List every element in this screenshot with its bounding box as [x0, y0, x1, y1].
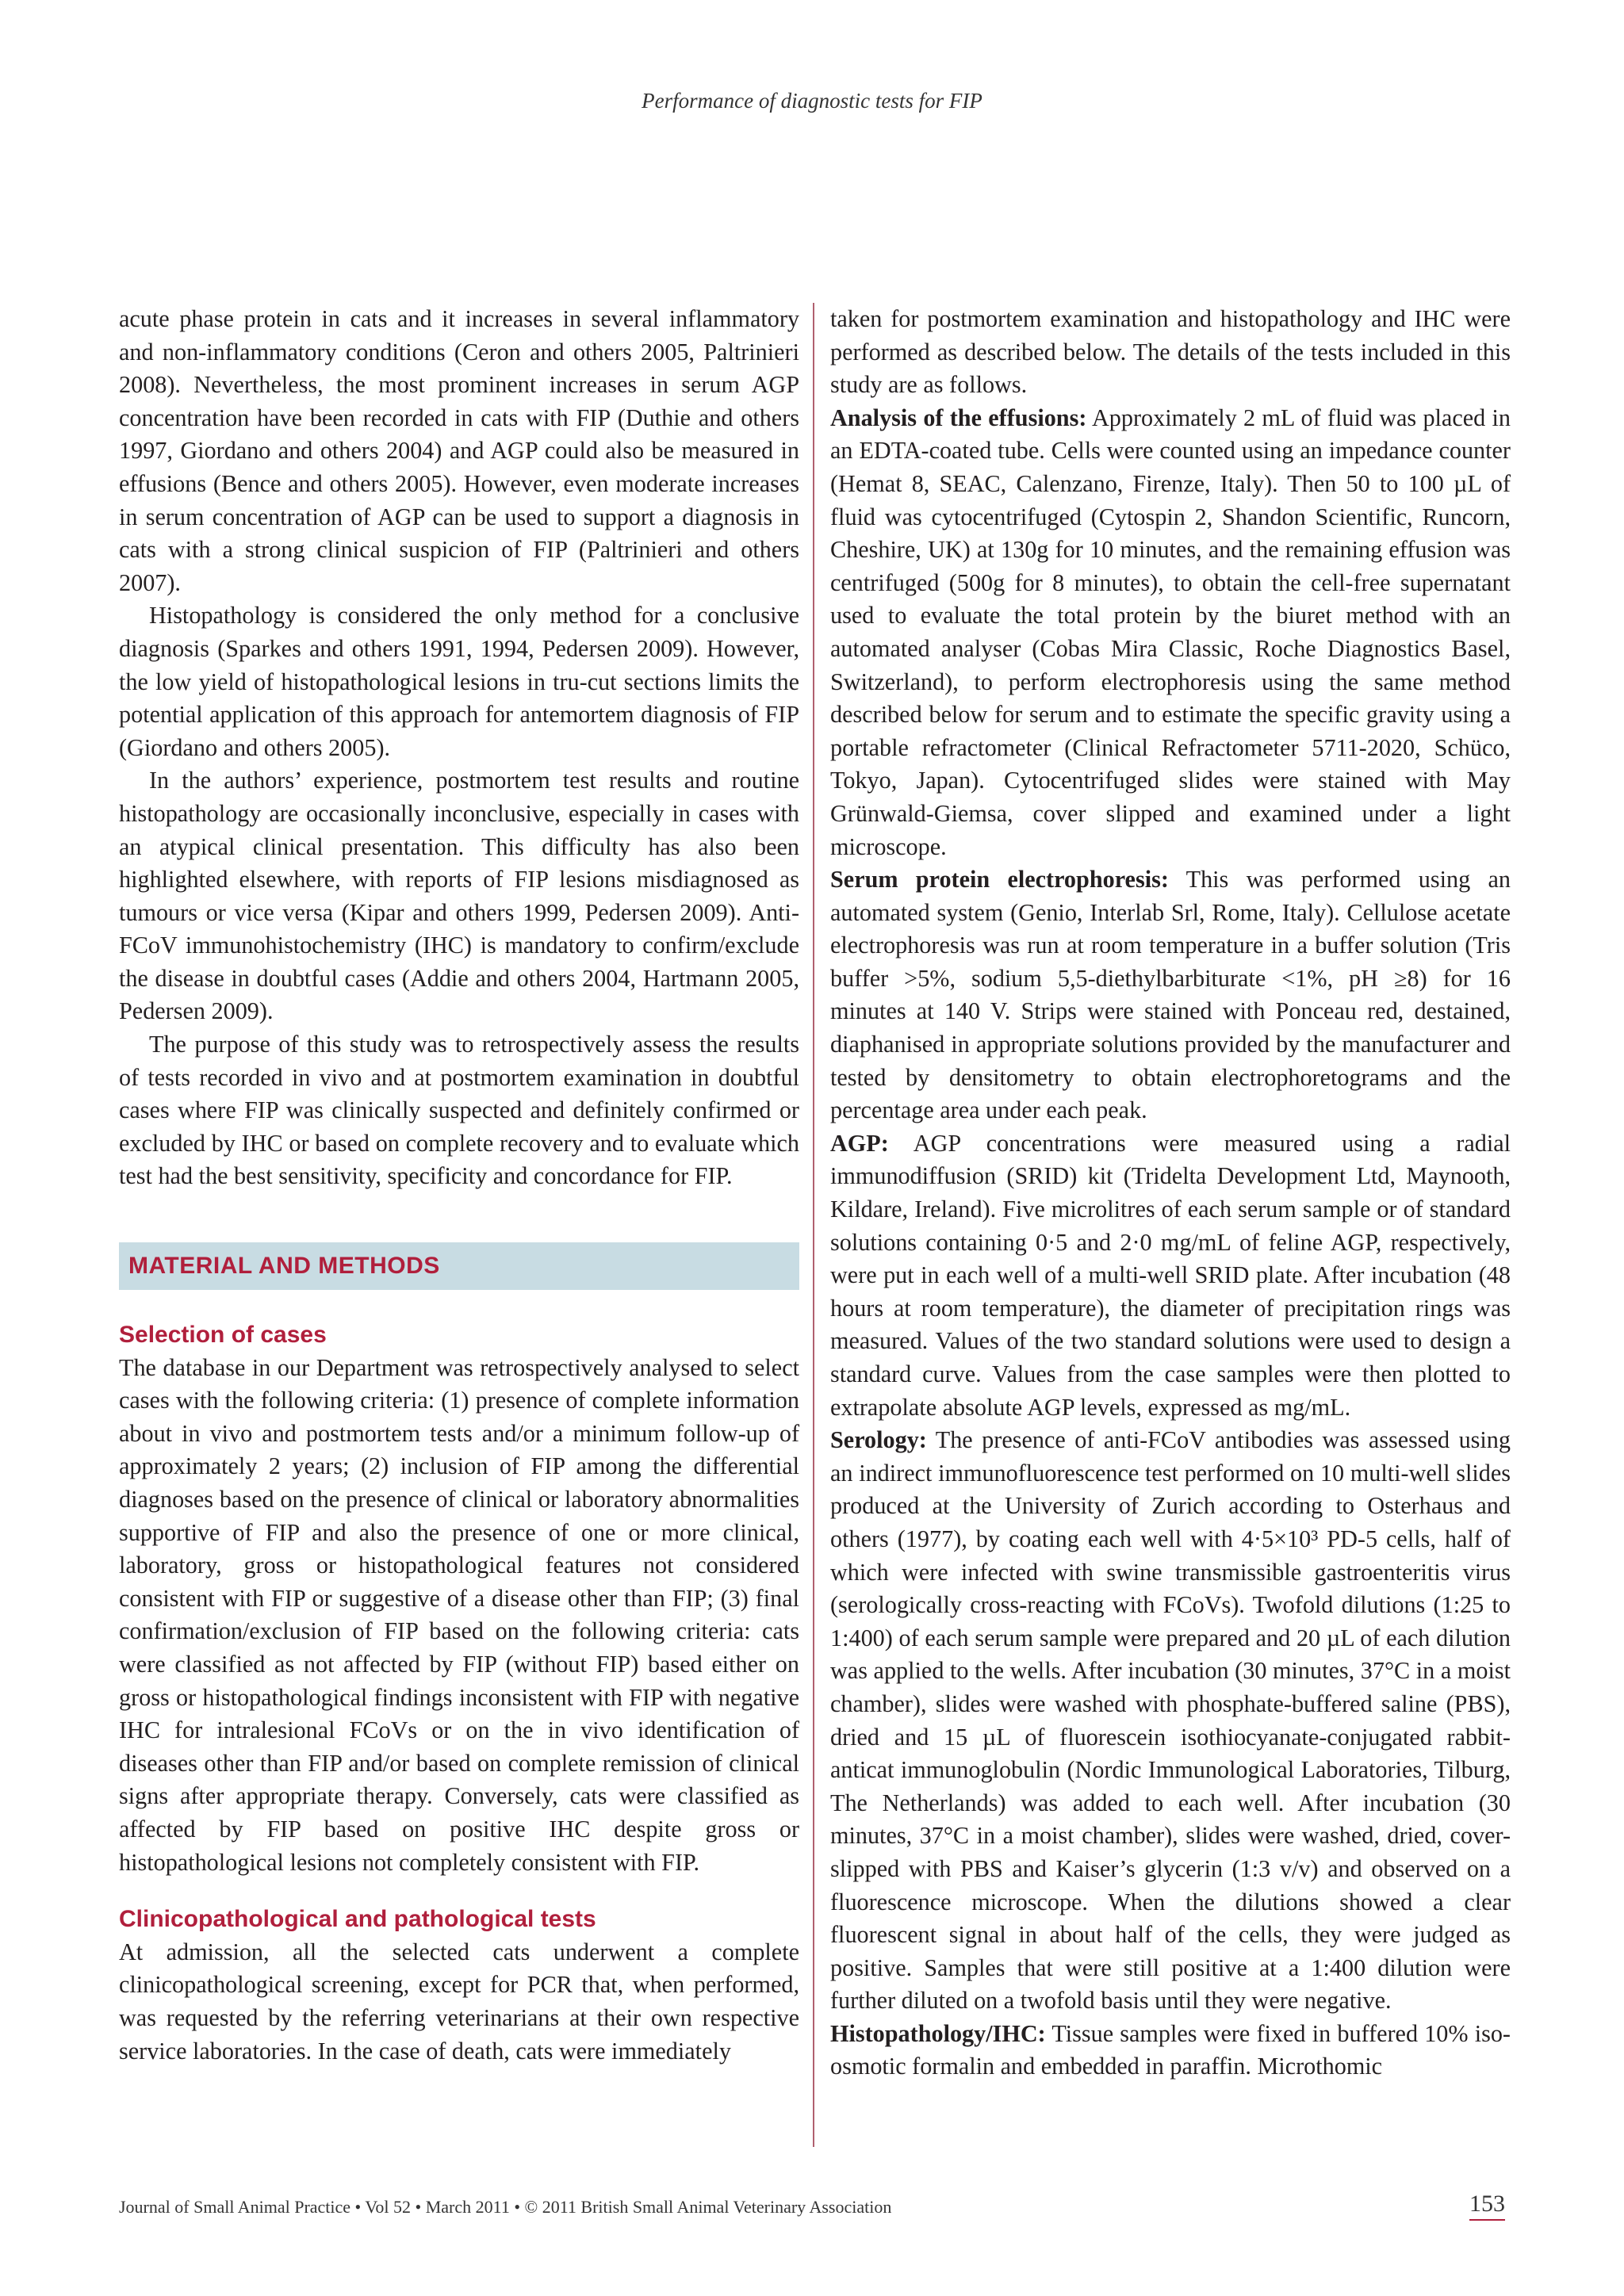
- page-footer: [119, 2191, 1505, 2222]
- paragraph-postmortem-intro: taken for postmortem examination and histopathology and IHC were performed as described below. The details of the tests included in this study are as follows.: [830, 305, 1511, 399]
- right-column: [830, 303, 1511, 2084]
- subheading-selection-of-cases: Selection of cases: [119, 1322, 327, 1349]
- paragraph-serology: [830, 1424, 1511, 2018]
- serology-text: The presence of anti-FCoV antibodies was assessed using an indirect immunofluorescence test performed on 10 multi-well slides produced at the University of Zurich according to Osterhaus and others (1977), by coating each well with 4·5×10³ PD-5 cells, half of which were infected with swine transmissible gastroenteritis virus (serologically cross-reacting with FCoVs). Twofold dilutions (1:25 to 1:400) of each serum sample were prepared and 20 µL of each dilution was applied to the wells. After incubation (30 minutes, 37°C in a moist chamber), slides were washed with phosphate-buffered saline (PBS), dried and 15 µL of fluorescein isothiocyanate-conjugated rabbit-anticat immunoglobulin (Nordic Immunological Laboratories, Tilburg, The Netherlands) was added to each well. After incubation (30 minutes, 37°C in a moist chamber), slides were washed, dried, cover-slipped with PBS and Kaiser’s glycerin (1:3 v/v) and observed on a fluorescence microscope. When the dilutions showed a clear fluorescent signal in about half of the cells, they were judged as positive. Samples that were still positive at a 1:400 dilution were further diluted on a twofold basis until they were negative.: [830, 1426, 1511, 2015]
- section-heading-band: [119, 1242, 799, 1290]
- paragraph-histopathology-ihc: [830, 2018, 1511, 2084]
- paragraph-agp-intro: acute phase protein in cats and it increases in several inflammatory and non-inflammatory conditions (Ceron and others 2005, Paltrinieri 2008). Nevertheless, the most prominent increases in serum AGP concentration have been recorded in cats with FIP (Duthie and others 1997, Giordano and others 2004) and AGP could also be measured in effusions (Bence and others 2005). However, even moderate increases in serum concentration of AGP can be used to support a diagnosis in cats with a strong clinical suspicion of FIP (Paltrinieri and others 2007).: [119, 305, 799, 596]
- paragraph-agp: [830, 1127, 1511, 1424]
- paragraph-electrophoresis: [830, 863, 1511, 1127]
- running-head: Performance of diagnostic tests for FIP: [642, 89, 982, 113]
- electrophoresis-text: This was performed using an automated system (Genio, Interlab Srl, Rome, Italy). Cellulose acetate electrophoresis was run at room temperature in a buffer solution (Tris buffer >5%, sodium 5,5-diethylbarbiturate <1%, pH ≥8) for 16 minutes at 140 V. Strips were stained with Ponceau red, destained, diaphanised in appropriate solutions provided by the manufacturer and tested by densitometry to obtain electrophoretograms and the percentage area under each peak.: [830, 866, 1511, 1124]
- paragraph-selection-of-cases: The database in our Department was retrospectively analysed to select cases with the following criteria: (1) presence of complete information about in vivo and postmortem tests and/or a minimum follow-up of approximately 2 years; (2) inclusion of FIP among the differential diagnoses based on the presence of clinical or laboratory abnormalities supportive of FIP and also the presence of one or more clinical, laboratory, gross or histopathological features not considered consistent with FIP or suggestive of a disease other than FIP; (3) final confirmation/exclusion of FIP based on the following criteria: cats were classified as not affected by FIP (without FIP) based either on gross or histopathological findings inconsistent with FIP with negative IHC for intralesional FCoVs or on the in vivo identification of diseases other than FIP and/or based on complete remission of clinical signs after appropriate therapy. Conversely, cats were classified as affected by FIP based on positive IHC despite gross or histopathological lesions not completely consistent with FIP.: [119, 1353, 799, 1876]
- section-heading: MATERIAL AND METHODS: [128, 1253, 440, 1280]
- paragraph-authors-experience: In the authors’ experience, postmortem test results and routine histopathology are occasionally inconclusive, especially in cases with an atypical clinical presentation. This difficulty has also been highlighted elsewhere, with reports of FIP lesions misdiagnosed as tumours or vice versa (Kipar and others 1999, Pedersen 2009). Anti-FCoV immunohistochemistry (IHC) is mandatory to confirm/exclude the disease in doubtful cases (Addie and others 2004, Hartmann 2005, Pedersen 2009).: [119, 767, 799, 1025]
- electrophoresis-label: Serum protein electrophoresis:: [830, 866, 1169, 894]
- paragraph-effusions: [830, 402, 1511, 863]
- subheading-clinicopathological-tests: Clinicopathological and pathological tests: [119, 1906, 596, 1933]
- journal-citation: Journal of Small Animal Practice • Vol 52 • March 2011 • © 2011 British Small Animal Veterinary Association: [119, 2197, 892, 2217]
- page-number: 153: [1469, 2191, 1505, 2221]
- histopathology-ihc-label: Histopathology/IHC:: [830, 2019, 1046, 2047]
- histopathology-ihc-text: Tissue samples were fixed in buffered 10% iso-osmotic formalin and embedded in paraffin. Microthomic: [830, 2019, 1511, 2080]
- agp-label: AGP:: [830, 1129, 889, 1157]
- left-column: [119, 303, 799, 2068]
- effusions-text: Approximately 2 mL of fluid was placed in an EDTA-coated tube. Cells were counted using an impedance counter (Hemat 8, SEAC, Calenzano, Firenze, Italy). Then 50 to 100 µL of fluid was cytocentrifuged (Cytospin 2, Shandon Scientific, Runcorn, Cheshire, UK) at 130g for 10 minutes, and the remaining effusion was centrifuged (500g for 8 minutes), to obtain the cell-free supernatant used to evaluate the total protein by the biuret method with an automated analyser (Cobas Mira Classic, Roche Diagnostics Basel, Switzerland), to perform electrophoresis using the same method described below for serum and to estimate the specific gravity using a portable refractometer (Clinical Refractometer 5711-2020, Schüco, Tokyo, Japan). Cytocentrifuged slides were stained with May Grünwald-Giemsa, cover slipped and examined under a light microscope.: [830, 404, 1511, 860]
- paragraph-clinicopathological: At admission, all the selected cats underwent a complete clinicopathological screening, except for PCR that, when performed, was requested by the referring veterinarians at their own respective service laboratories. In the case of death, cats were immediately: [119, 1938, 799, 2064]
- column-divider: [813, 303, 814, 2147]
- effusions-label: Analysis of the effusions:: [830, 404, 1087, 431]
- agp-text: AGP concentrations were measured using a radial immunodiffusion (SRID) kit (Tridelta Development Ltd, Maynooth, Kildare, Ireland). Five microlitres of each serum sample or of standard solutions containing 0·5 and 2·0 mg/mL of feline AGP, respectively, were put in each well of a multi-well SRID plate. After incubation (48 hours at room temperature), the diameter of precipitation rings was measured. Values of the two standard solutions were used to design a standard curve. Values from the case samples were then plotted to extrapolate absolute AGP levels, expressed as mg/mL.: [830, 1129, 1511, 1421]
- serology-label: Serology:: [830, 1426, 927, 1454]
- paragraph-study-purpose: The purpose of this study was to retrospectively assess the results of tests recorded in vivo and at postmortem examination in doubtful cases where FIP was clinically suspected and definitely confirmed or excluded by IHC or based on complete recovery and to evaluate which test had the best sensitivity, specificity and concordance for FIP.: [119, 1031, 799, 1190]
- paragraph-histopathology: Histopathology is considered the only method for a conclusive diagnosis (Sparkes and others 1991, 1994, Pedersen 2009). However, the low yield of histopathological lesions in tru-cut sections limits the potential application of this approach for antemortem diagnosis of FIP (Giordano and others 2005).: [119, 602, 799, 761]
